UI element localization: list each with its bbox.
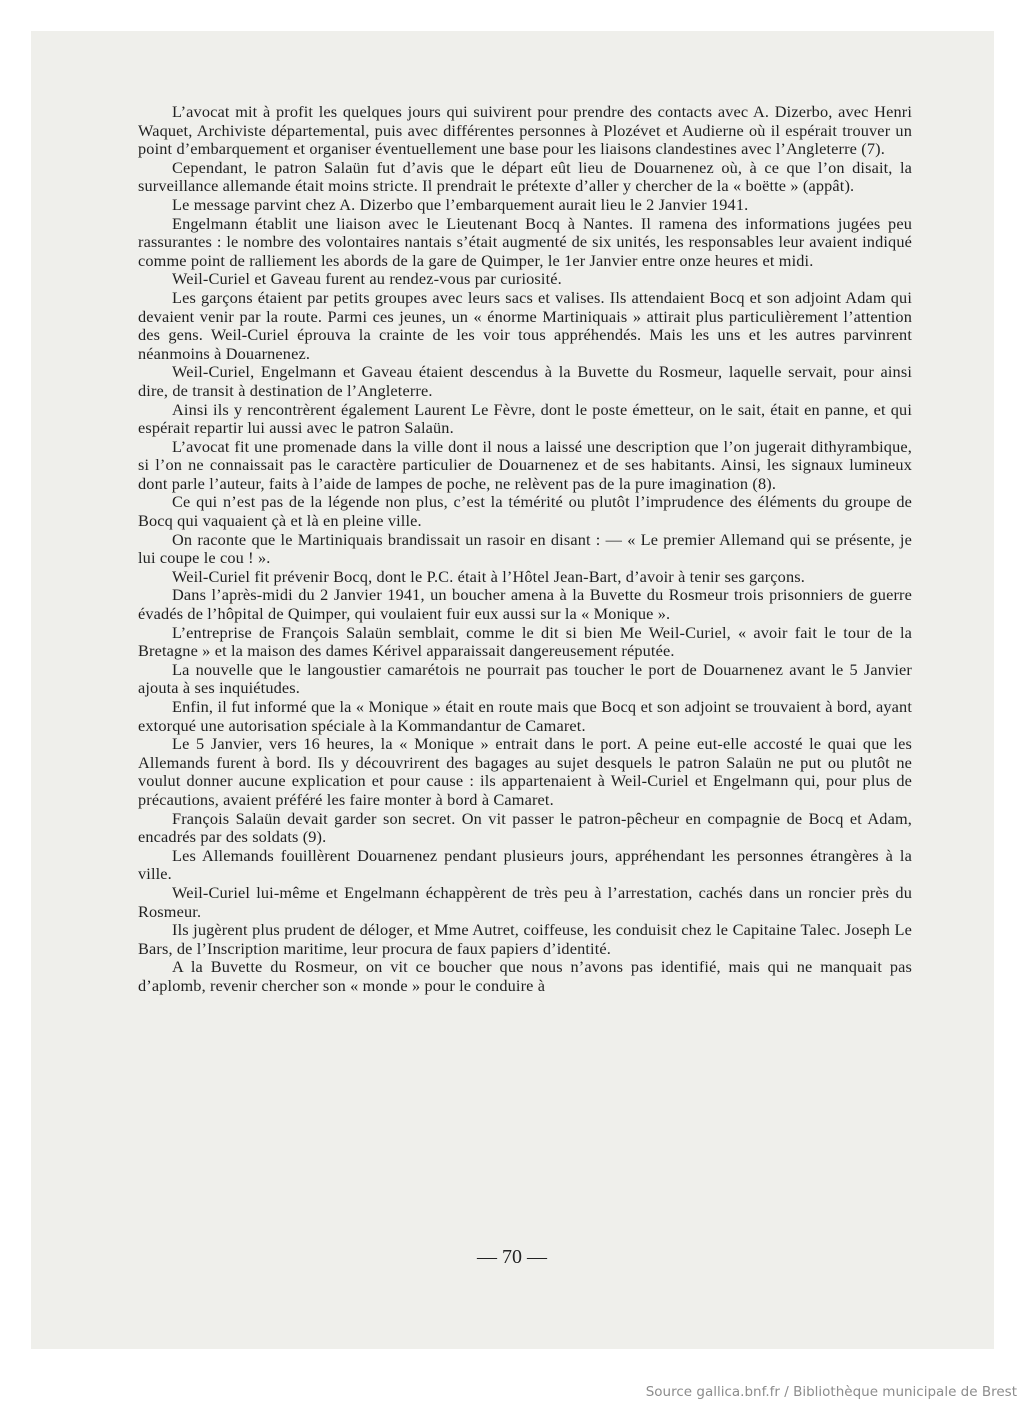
- paragraph: Le message parvint chez A. Dizerbo que l’embarquement aurait lieu le 2 Janvier 1941.: [172, 194, 749, 214]
- source-credit: Source gallica.bnf.fr / Bibliothèque municipale de Brest: [645, 1384, 1017, 1400]
- paragraph: Dans l’après-midi du 2 Janvier 1941, un boucher amena à la Buvette du Rosmeur trois prisonniers de guerre évadés de l’hôpital de Quimper, qui voulaient fuir eux aussi sur la « Monique ».: [138, 585, 912, 624]
- paragraph: Les garçons étaient par petits groupes avec leurs sacs et valises. Ils attendaient Bocq et son adjoint Adam qui devaient venir par la route. Parmi ces jeunes, un « énorme Martiniquais » attirait plus particulièrement l’attention des gens. Weil-Curiel éprouva la crainte de les voir tous appréhendés. Mais les uns et les autres parvinrent néanmoins à Douarnenez.: [138, 287, 912, 363]
- paragraph: François Salaün devait garder son secret. On vit passer le patron-pêcheur en compagnie de Bocq et Adam, encadrés par des soldats (9).: [138, 808, 912, 847]
- paragraph: La nouvelle que le langoustier camarétois ne pourrait pas toucher le port de Douarnenez avant le 5 Janvier ajouta à ses inquiétudes.: [138, 659, 912, 698]
- page-number: — 70 —: [477, 1246, 547, 1268]
- paragraph: Enfin, il fut informé que la « Monique » était en route mais que Bocq et son adjoint se trouvaient à bord, ayant extorqué une autorisation spéciale à la Kommandantur de Camaret.: [138, 697, 912, 735]
- paragraph: Cependant, le patron Salaün fut d’avis que le départ eût lieu de Douarnenez où, à ce que l’on disait, la surveillance allemande était moins stricte. Il prendrait le prétexte d’aller y chercher de la « boëtte » (appât).: [138, 157, 912, 196]
- paragraph: Weil-Curiel fit prévenir Bocq, dont le P.C. était à l’Hôtel Jean-Bart, d’avoir à tenir ses garçons.: [172, 566, 805, 586]
- paragraph: Les Allemands fouillèrent Douarnenez pendant plusieurs jours, appréhendant les personnes étrangères à la ville.: [138, 845, 912, 884]
- paragraph: A la Buvette du Rosmeur, on vit ce boucher que nous n’avons pas identifié, mais qui ne manquait pas d’aplomb, revenir chercher son « monde » pour le conduire à: [138, 957, 912, 995]
- paragraph: Weil-Curiel lui-même et Engelmann échappèrent de très peu à l’arrestation, cachés dans un roncier près du Rosmeur.: [138, 882, 912, 921]
- paragraph: L’entreprise de François Salaün semblait, comme le dit si bien Me Weil-Curiel, « avoir fait le tour de la Bretagne » et la maison des dames Kérivel apparaissait dangereusement réputée.: [138, 622, 912, 661]
- paragraph: Ainsi ils y rencontrèrent également Laurent Le Fèvre, dont le poste émetteur, on le sait, était en panne, et qui espérait repartir lui aussi avec le patron Salaün.: [138, 399, 912, 438]
- paragraph: Ils jugèrent plus prudent de déloger, et Mme Autret, coiffeuse, les conduisit chez le Capitaine Talec. Joseph Le Bars, de l’Inscription maritime, leur procura de faux papiers d’identité.: [138, 920, 912, 958]
- paragraph: L’avocat mit à profit les quelques jours qui suivirent pour prendre des contacts avec A. Dizerbo, avec Henri Waquet, Archiviste départemental, puis avec différentes personnes à Plozévet et Audierne où il espérait trouver un point d’embarquement et organiser éventuellement une base pour les liaisons clandestines avec l’Angleterre (7).: [138, 102, 912, 159]
- body-text: [138, 103, 912, 996]
- paragraph: Engelmann établit une liaison avec le Lieutenant Bocq à Nantes. Il ramena des informations jugées peu rassurantes : le nombre des volontaires nantais s’était augmenté de six unités, les responsables leur avaient indiqué comme point de ralliement les abords de la gare de Quimper, le 1er Janvier entre onze heures et midi.: [138, 213, 912, 270]
- paragraph: Ce qui n’est pas de la légende non plus, c’est la témérité ou plutôt l’imprudence des éléments du groupe de Bocq qui vaquaient çà et là en pleine ville.: [138, 492, 912, 531]
- paragraph: Weil-Curiel, Engelmann et Gaveau étaient descendus à la Buvette du Rosmeur, laquelle servait, pour ainsi dire, de transit à destination de l’Angleterre.: [138, 362, 912, 400]
- paragraph: Weil-Curiel et Gaveau furent au rendez-vous par curiosité.: [172, 269, 562, 289]
- paragraph: L’avocat fit une promenade dans la ville dont il nous a laissé une description que l’on jugerait dithyrambique, si l’on ne connaissait pas le caractère particulier de Douarnenez et de ses habitants. Ainsi, les signaux lumineux dont parle l’auteur, faits à l’aide de lampes de poche, ne relèvent pas de la pure imagination (8).: [138, 436, 912, 493]
- paragraph: Le 5 Janvier, vers 16 heures, la « Monique » entrait dans le port. A peine eut-elle accosté le quai que les Allemands furent à bord. Ils y découvrirent des bagages au sujet desquels le patron Salaün ne put ou plutôt ne voulut donner aucune explication et pour cause : ils appartenaient à Weil-Curiel et Engelmann qui, pour plus de précautions, avaient préféré les faire monter à bord à Camaret.: [138, 734, 912, 809]
- paragraph: On raconte que le Martiniquais brandissait un rasoir en disant : — « Le premier Allemand qui se présente, je lui coupe le cou ! ».: [138, 529, 912, 568]
